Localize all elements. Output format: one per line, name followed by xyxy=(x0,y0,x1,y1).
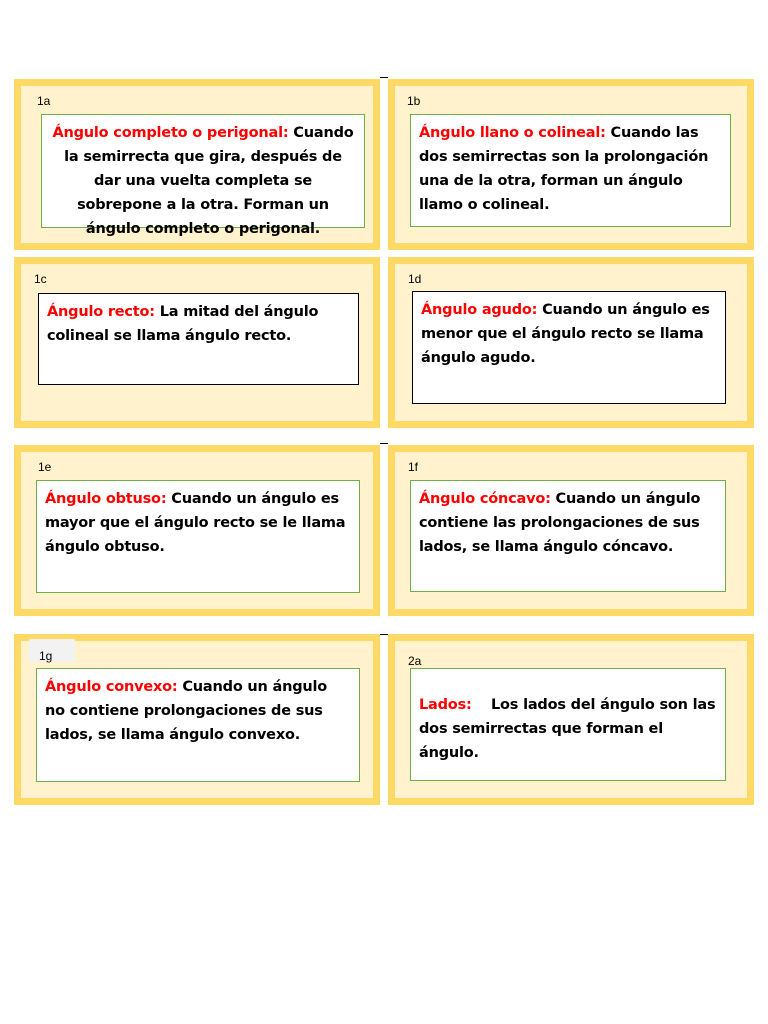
card-1g xyxy=(14,634,380,805)
term-label: Ángulo cóncavo: xyxy=(419,491,551,507)
card-1f xyxy=(388,445,754,616)
card-1c xyxy=(14,257,380,428)
term-label: Ángulo convexo: xyxy=(45,679,178,695)
card-2a xyxy=(388,634,754,805)
definition-box xyxy=(410,668,726,781)
card-label: 1a xyxy=(37,94,51,108)
card-label: 1e xyxy=(38,460,52,474)
card-1e xyxy=(14,445,380,616)
row-separator-tick xyxy=(380,77,388,78)
card-label: 1c xyxy=(34,272,47,286)
row-separator-tick xyxy=(380,634,388,635)
card-label: 2a xyxy=(408,654,422,668)
definition-box xyxy=(410,480,726,592)
term-label: Ángulo agudo: xyxy=(421,302,538,318)
definition-box xyxy=(38,293,359,385)
definition-box xyxy=(41,114,365,237)
card-label: 1g xyxy=(39,649,53,663)
term-label: Ángulo llano o colineal: xyxy=(419,125,606,141)
term-label: Ángulo recto: xyxy=(47,304,155,320)
definition-text: La mitad del ángulo colineal se llama ángulo recto. xyxy=(47,304,319,344)
card-1a xyxy=(14,79,380,250)
card-label: 1f xyxy=(408,460,419,474)
definition-text: Cuando la semirrecta que gira, después de dar una vuelta completa se sobrepone a la otra. Forman un ángulo completo o perigonal. xyxy=(64,125,354,237)
definition-text: Cuando un ángulo es mayor que el ángulo recto se le llama ángulo obtuso. xyxy=(45,491,346,555)
term-label: Lados: xyxy=(419,697,472,713)
card-label: 1b xyxy=(407,94,421,108)
definition-text: Cuando un ángulo no contiene prolongaciones de sus lados, se llama ángulo convexo. xyxy=(45,679,328,743)
definition-text: Cuando un ángulo contiene las prolongaciones de sus lados, se llama ángulo cóncavo. xyxy=(419,491,701,555)
term-label: Ángulo obtuso: xyxy=(45,491,167,507)
term-label: Ángulo completo o perigonal: xyxy=(52,125,289,141)
definition-box xyxy=(410,114,731,227)
definition-box xyxy=(412,291,726,404)
definition-box xyxy=(36,668,360,782)
card-1d xyxy=(388,257,754,428)
row-separator-tick xyxy=(380,443,388,444)
definition-text: Cuando las dos semirrectas son la prolongación una de la otra, forman un ángulo llamo o colineal. xyxy=(419,125,709,213)
card-label: 1d xyxy=(408,272,422,286)
definition-text: Cuando un ángulo es menor que el ángulo recto se llama ángulo agudo. xyxy=(421,302,710,366)
definition-box xyxy=(36,480,360,593)
card-1b xyxy=(388,79,754,250)
definition-text: Los lados del ángulo son las dos semirrectas que forman el ángulo. xyxy=(419,697,721,761)
